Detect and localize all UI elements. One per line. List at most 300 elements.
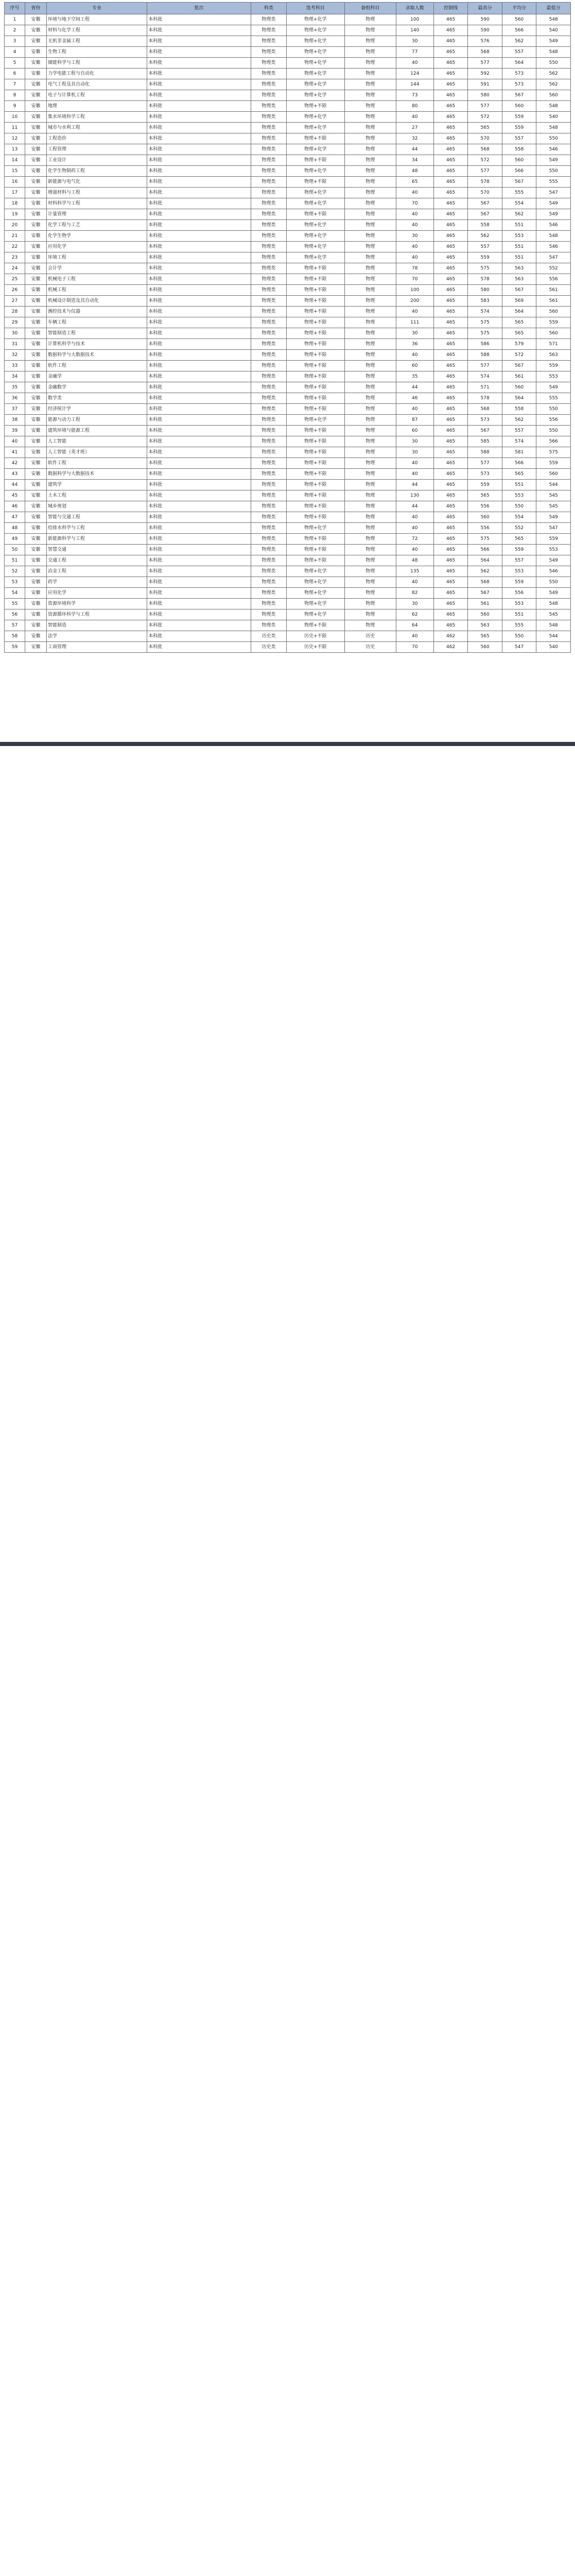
table-cell: 本科批 [147, 545, 251, 555]
table-cell: 5 [5, 58, 25, 69]
table-cell: 物理+化学 [286, 242, 344, 252]
table-cell: 560 [502, 382, 536, 393]
table-cell: 物理类 [251, 36, 287, 47]
table-cell: 能源与动力工程 [47, 415, 147, 426]
table-cell: 575 [468, 317, 502, 328]
table-cell: 本科批 [147, 69, 251, 79]
table-cell: 物理类 [251, 393, 287, 404]
table-cell: 物理类 [251, 231, 287, 242]
table-cell: 本科批 [147, 447, 251, 458]
table-cell: 物理类 [251, 371, 287, 382]
table-row [5, 285, 571, 296]
table-cell: 物理类 [251, 123, 287, 133]
table-cell: 557 [502, 555, 536, 566]
table-row [5, 469, 571, 480]
table-cell: 物理+不限 [286, 620, 344, 631]
table-cell: 45 [5, 490, 25, 501]
table-cell: 40 [396, 545, 433, 555]
table-cell: 465 [433, 144, 468, 155]
table-cell: 电子与计算机工程 [47, 90, 147, 101]
table-cell: 物理+化学 [286, 25, 344, 36]
table-cell: 新能源科学与工程 [47, 534, 147, 545]
table-cell: 本科批 [147, 436, 251, 447]
table-cell: 本科批 [147, 609, 251, 620]
table-cell: 物理类 [251, 47, 287, 58]
table-cell: 465 [433, 307, 468, 317]
table-cell: 物理+不限 [286, 426, 344, 436]
table-cell: 465 [433, 490, 468, 501]
table-cell: 549 [536, 155, 571, 166]
table-row [5, 339, 571, 350]
table-cell: 571 [536, 339, 571, 350]
table-cell: 物理类 [251, 382, 287, 393]
table-row [5, 620, 571, 631]
table-cell: 38 [5, 415, 25, 426]
table-cell: 581 [502, 447, 536, 458]
table-row [5, 155, 571, 166]
table-cell: 物理类 [251, 263, 287, 274]
table-cell: 物理类 [251, 566, 287, 577]
table-cell: 物理+不限 [286, 285, 344, 296]
table-cell: 135 [396, 566, 433, 577]
table-cell: 22 [5, 242, 25, 252]
table-cell: 35 [396, 371, 433, 382]
table-cell: 物理类 [251, 14, 287, 25]
table-cell: 553 [502, 490, 536, 501]
table-cell: 安徽 [25, 404, 46, 415]
table-cell: 物理类 [251, 25, 287, 36]
table-cell: 本科批 [147, 415, 251, 426]
table-cell: 本科批 [147, 209, 251, 220]
table-cell: 551 [502, 252, 536, 263]
table-row [5, 296, 571, 307]
table-cell: 物理+不限 [286, 501, 344, 512]
table-cell: 567 [502, 90, 536, 101]
table-cell: 6 [5, 69, 25, 79]
table-cell: 物理+化学 [286, 90, 344, 101]
table-cell: 465 [433, 371, 468, 382]
table-cell: 建筑学 [47, 480, 147, 490]
table-cell: 140 [396, 25, 433, 36]
table-cell: 本科批 [147, 144, 251, 155]
table-cell: 物理+不限 [286, 328, 344, 339]
table-cell: 465 [433, 415, 468, 426]
table-row [5, 317, 571, 328]
table-cell: 材料科学与工程 [47, 198, 147, 209]
table-cell: 本科批 [147, 523, 251, 534]
table-cell: 465 [433, 469, 468, 480]
table-cell: 本科批 [147, 14, 251, 25]
table-cell: 573 [502, 79, 536, 90]
table-cell: 465 [433, 566, 468, 577]
table-cell: 21 [5, 231, 25, 242]
table-cell: 44 [396, 144, 433, 155]
table-cell: 562 [468, 566, 502, 577]
table-cell: 560 [502, 14, 536, 25]
table-cell: 本科批 [147, 361, 251, 371]
table-cell: 安徽 [25, 371, 46, 382]
table-row [5, 480, 571, 490]
table-cell: 物理类 [251, 296, 287, 307]
table-cell: 565 [468, 490, 502, 501]
table-cell: 物理+化学 [286, 36, 344, 47]
table-cell: 465 [433, 198, 468, 209]
table-cell: 554 [502, 512, 536, 523]
table-row [5, 36, 571, 47]
table-cell: 资源环境科学 [47, 599, 147, 609]
table-cell: 557 [502, 426, 536, 436]
table-row [5, 361, 571, 371]
table-cell: 物理 [344, 177, 396, 188]
table-row [5, 198, 571, 209]
table-cell: 23 [5, 252, 25, 263]
table-cell: 物理类 [251, 436, 287, 447]
table-cell: 40 [396, 631, 433, 642]
table-cell: 智慧交通 [47, 545, 147, 555]
table-cell: 物理类 [251, 112, 287, 123]
table-cell: 物理+化学 [286, 47, 344, 58]
table-cell: 本科批 [147, 480, 251, 490]
table-cell: 559 [468, 252, 502, 263]
table-cell: 465 [433, 317, 468, 328]
table-cell: 552 [536, 263, 571, 274]
table-cell: 本科批 [147, 588, 251, 599]
table-cell: 553 [502, 566, 536, 577]
table-cell: 465 [433, 133, 468, 144]
table-cell: 550 [536, 426, 571, 436]
table-cell: 物理+不限 [286, 371, 344, 382]
table-cell: 40 [396, 512, 433, 523]
table-cell: 历史类 [251, 642, 287, 653]
table-cell: 465 [433, 112, 468, 123]
table-cell: 44 [5, 480, 25, 490]
table-cell: 465 [433, 14, 468, 25]
table-cell: 546 [536, 220, 571, 231]
table-cell: 物理 [344, 469, 396, 480]
table-cell: 物理类 [251, 458, 287, 469]
table-cell: 安徽 [25, 90, 46, 101]
table-cell: 物理类 [251, 523, 287, 534]
table-cell: 本科批 [147, 631, 251, 642]
table-cell: 556 [536, 274, 571, 285]
table-cell: 本科批 [147, 371, 251, 382]
table-cell: 577 [468, 58, 502, 69]
table-cell: 51 [5, 555, 25, 566]
table-cell: 465 [433, 242, 468, 252]
table-cell: 60 [396, 361, 433, 371]
table-cell: 城市与水利工程 [47, 123, 147, 133]
table-cell: 化学生物学 [47, 231, 147, 242]
table-cell: 36 [5, 393, 25, 404]
table-cell: 物理类 [251, 577, 287, 588]
table-cell: 41 [5, 447, 25, 458]
table-cell: 556 [468, 501, 502, 512]
table-cell: 40 [396, 242, 433, 252]
col-header: 最低分 [536, 3, 571, 14]
table-cell: 27 [5, 296, 25, 307]
table-cell: 物理+不限 [286, 274, 344, 285]
table-cell: 10 [5, 112, 25, 123]
table-cell: 本科批 [147, 112, 251, 123]
table-cell: 物理类 [251, 599, 287, 609]
table-cell: 物理 [344, 263, 396, 274]
table-cell: 573 [468, 469, 502, 480]
table-cell: 7 [5, 79, 25, 90]
table-cell: 物理 [344, 458, 396, 469]
table-cell: 465 [433, 609, 468, 620]
table-cell: 565 [502, 328, 536, 339]
table-cell: 安徽 [25, 577, 46, 588]
table-cell: 550 [536, 577, 571, 588]
table-cell: 物理 [344, 274, 396, 285]
table-row [5, 101, 571, 112]
table-cell: 物理 [344, 599, 396, 609]
table-cell: 548 [536, 14, 571, 25]
table-cell: 570 [468, 133, 502, 144]
col-header: 备组科目 [344, 3, 396, 14]
table-cell: 安徽 [25, 263, 46, 274]
table-cell: 物理+化学 [286, 123, 344, 133]
table-row [5, 458, 571, 469]
table-row [5, 177, 571, 188]
table-cell: 571 [468, 382, 502, 393]
table-cell: 安徽 [25, 469, 46, 480]
table-cell: 559 [536, 458, 571, 469]
table-cell: 物理 [344, 112, 396, 123]
table-cell: 物理 [344, 69, 396, 79]
table-cell: 物理类 [251, 58, 287, 69]
table-cell: 37 [5, 404, 25, 415]
table-cell: 545 [536, 501, 571, 512]
table-cell: 本科批 [147, 296, 251, 307]
table-cell: 575 [468, 534, 502, 545]
table-cell: 40 [396, 220, 433, 231]
table-cell: 物理类 [251, 469, 287, 480]
table-cell: 465 [433, 458, 468, 469]
table-cell: 本科批 [147, 426, 251, 436]
table-cell: 574 [468, 371, 502, 382]
table-cell: 19 [5, 209, 25, 220]
table-cell: 物理 [344, 317, 396, 328]
table-cell: 56 [5, 609, 25, 620]
table-cell: 物理 [344, 209, 396, 220]
table-row [5, 447, 571, 458]
table-cell: 本科批 [147, 393, 251, 404]
table-cell: 物理类 [251, 307, 287, 317]
table-cell: 559 [536, 534, 571, 545]
table-cell: 18 [5, 198, 25, 209]
table-cell: 549 [536, 588, 571, 599]
table-cell: 553 [502, 231, 536, 242]
table-cell: 556 [502, 588, 536, 599]
table-cell: 应用化学 [47, 588, 147, 599]
table-row [5, 123, 571, 133]
table-cell: 577 [468, 361, 502, 371]
table-cell: 577 [468, 101, 502, 112]
table-cell: 548 [536, 231, 571, 242]
table-cell: 575 [468, 263, 502, 274]
table-cell: 物理类 [251, 285, 287, 296]
table-cell: 物理类 [251, 501, 287, 512]
page-separator [0, 742, 575, 746]
table-cell: 历史 [344, 642, 396, 653]
table-cell: 465 [433, 350, 468, 361]
table-row [5, 490, 571, 501]
table-row [5, 501, 571, 512]
table-row [5, 274, 571, 285]
table-cell: 物理 [344, 501, 396, 512]
table-cell: 本科批 [147, 263, 251, 274]
table-cell: 安徽 [25, 177, 46, 188]
table-cell: 物理 [344, 144, 396, 155]
table-cell: 545 [536, 609, 571, 620]
table-cell: 574 [502, 436, 536, 447]
table-cell: 465 [433, 599, 468, 609]
table-cell: 本科批 [147, 242, 251, 252]
table-cell: 物理+不限 [286, 382, 344, 393]
table-cell: 物理类 [251, 188, 287, 198]
table-cell: 经济统计学 [47, 404, 147, 415]
table-cell: 安徽 [25, 534, 46, 545]
table-cell: 465 [433, 512, 468, 523]
table-cell: 557 [502, 47, 536, 58]
table-cell: 465 [433, 155, 468, 166]
table-cell: 物理类 [251, 404, 287, 415]
table-cell: 578 [468, 274, 502, 285]
table-cell: 物理 [344, 350, 396, 361]
table-cell: 物理 [344, 307, 396, 317]
table-cell: 567 [468, 209, 502, 220]
table-cell: 465 [433, 47, 468, 58]
table-cell: 569 [502, 296, 536, 307]
table-cell: 法学 [47, 631, 147, 642]
table-cell: 64 [396, 620, 433, 631]
table-cell: 559 [536, 361, 571, 371]
table-cell: 物理 [344, 436, 396, 447]
table-cell: 储能科学与工程 [47, 58, 147, 69]
table-cell: 29 [5, 317, 25, 328]
table-cell: 550 [536, 404, 571, 415]
table-cell: 572 [468, 112, 502, 123]
table-cell: 金融数学 [47, 382, 147, 393]
table-cell: 物理+不限 [286, 296, 344, 307]
col-header: 科类 [251, 3, 287, 14]
table-cell: 554 [502, 198, 536, 209]
table-cell: 556 [536, 415, 571, 426]
table-cell: 物理类 [251, 69, 287, 79]
table-cell: 安徽 [25, 447, 46, 458]
table-cell: 安徽 [25, 25, 46, 36]
table-cell: 566 [502, 166, 536, 177]
table-cell: 551 [502, 480, 536, 490]
table-cell: 本科批 [147, 47, 251, 58]
table-cell: 安徽 [25, 252, 46, 263]
table-cell: 本科批 [147, 58, 251, 69]
table-cell: 77 [396, 47, 433, 58]
table-cell: 48 [396, 555, 433, 566]
table-cell: 40 [396, 209, 433, 220]
table-cell: 本科批 [147, 36, 251, 47]
table-cell: 34 [396, 155, 433, 166]
table-cell: 本科批 [147, 79, 251, 90]
table-cell: 36 [396, 339, 433, 350]
table-cell: 82 [396, 588, 433, 599]
table-cell: 本科批 [147, 350, 251, 361]
table-cell: 548 [536, 101, 571, 112]
table-cell: 567 [502, 285, 536, 296]
table-cell: 物理类 [251, 588, 287, 599]
table-cell: 本科批 [147, 512, 251, 523]
table-cell: 465 [433, 231, 468, 242]
table-cell: 30 [396, 36, 433, 47]
table-cell: 交通工程 [47, 555, 147, 566]
table-cell: 465 [433, 534, 468, 545]
table-row [5, 588, 571, 599]
table-cell: 547 [536, 188, 571, 198]
table-cell: 14 [5, 155, 25, 166]
table-cell: 40 [396, 469, 433, 480]
table-cell: 力学电能工程与自动化 [47, 69, 147, 79]
table-cell: 安徽 [25, 198, 46, 209]
table-cell: 软件工程 [47, 458, 147, 469]
table-cell: 物理 [344, 220, 396, 231]
table-cell: 物理类 [251, 166, 287, 177]
table-cell: 历史 [344, 631, 396, 642]
table-cell: 57 [5, 620, 25, 631]
table-cell: 60 [396, 426, 433, 436]
table-cell: 物理+不限 [286, 534, 344, 545]
table-cell: 4 [5, 47, 25, 58]
table-cell: 本科批 [147, 198, 251, 209]
table-cell: 124 [396, 69, 433, 79]
table-cell: 574 [468, 307, 502, 317]
table-cell: 工程造价 [47, 133, 147, 144]
table-cell: 44 [396, 501, 433, 512]
table-cell: 数据科学与大数据技术 [47, 469, 147, 480]
table-cell: 安徽 [25, 112, 46, 123]
table-cell: 安徽 [25, 69, 46, 79]
table-cell: 465 [433, 545, 468, 555]
table-cell: 物理+化学 [286, 523, 344, 534]
table-cell: 465 [433, 480, 468, 490]
col-header: 序号 [5, 3, 25, 14]
table-cell: 安徽 [25, 642, 46, 653]
table-cell: 物理 [344, 426, 396, 436]
table-cell: 34 [5, 371, 25, 382]
table-row [5, 393, 571, 404]
table-cell: 安徽 [25, 79, 46, 90]
table-cell: 计算机科学与技术 [47, 339, 147, 350]
table-row [5, 220, 571, 231]
table-row [5, 252, 571, 263]
table-cell: 78 [396, 263, 433, 274]
table-cell: 物理类 [251, 534, 287, 545]
table-cell: 8 [5, 90, 25, 101]
table-cell: 30 [396, 436, 433, 447]
table-cell: 物理类 [251, 350, 287, 361]
table-cell: 560 [536, 90, 571, 101]
table-row [5, 112, 571, 123]
table-row [5, 47, 571, 58]
table-cell: 563 [502, 263, 536, 274]
table-cell: 物理 [344, 328, 396, 339]
table-cell: 553 [502, 599, 536, 609]
table-cell: 567 [502, 177, 536, 188]
table-row [5, 79, 571, 90]
table-cell: 工商管理 [47, 642, 147, 653]
table-cell: 55 [5, 599, 25, 609]
table-cell: 安徽 [25, 458, 46, 469]
